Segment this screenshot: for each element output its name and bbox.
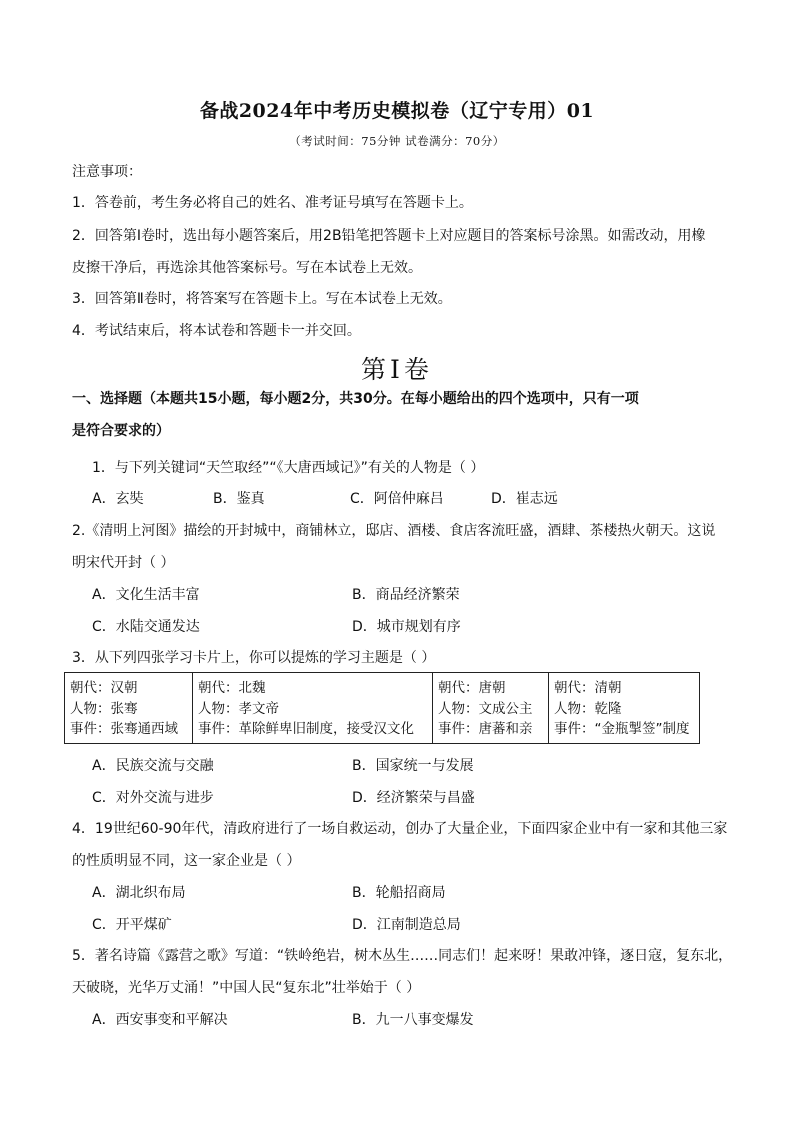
- learning-card: [65, 673, 193, 744]
- card-dynasty: 朝代：清朝: [554, 680, 622, 696]
- q1-option-a: A．玄奘: [92, 491, 144, 507]
- q1-option-c: C．阿倍仲麻吕: [350, 491, 444, 507]
- learning-card: [193, 673, 433, 744]
- q4-option-a: A．湖北织布局: [92, 885, 186, 901]
- card-event: 事件：革除鲜卑旧制度，接受汉文化: [198, 721, 414, 737]
- card-event: 事件：唐蕃和亲: [438, 721, 533, 737]
- section-instruction-cont: 是符合要求的）: [72, 423, 170, 439]
- notice-item-1: 1．答卷前，考生务必将自己的姓名、准考证号填写在答题卡上。: [72, 195, 473, 211]
- learning-cards-table: [64, 672, 700, 744]
- question-3-stem: 3．从下列四张学习卡片上，你可以提炼的学习主题是（ ）: [72, 650, 436, 666]
- section-instruction: 一、选择题（本题共15小题，每小题2分，共30分。在每小题给出的四个选项中，只有一项: [72, 391, 639, 407]
- q2-option-c: C．水陆交通发达: [92, 619, 200, 635]
- notice-item-4: 4．考试结束后，将本试卷和答题卡一并交回。: [72, 323, 361, 339]
- notice-item-2: 2．回答第Ⅰ卷时，选出每小题答案后，用2B铅笔把答题卡上对应题目的答案标号涂黑。如需改动，用橡: [72, 228, 706, 244]
- q1-option-d: D．崔志远: [491, 491, 558, 507]
- card-event: 事件：“金瓶掣签”制度: [554, 721, 690, 737]
- q3-option-d: D．经济繁荣与昌盛: [352, 790, 475, 806]
- q3-option-a: A．民族交流与交融: [92, 758, 214, 774]
- notice-heading: 注意事项：: [72, 164, 142, 180]
- notice-item-3: 3．回答第Ⅱ卷时，将答案写在答题卡上。写在本试卷上无效。: [72, 291, 452, 307]
- card-person: 人物：张骞: [70, 700, 138, 717]
- card-dynasty: 朝代：唐朝: [438, 680, 506, 696]
- q2-option-d: D．城市规划有序: [352, 619, 461, 635]
- exam-title: 备战2024年中考历史模拟卷（辽宁专用）01: [199, 100, 595, 122]
- q5-option-a: A．西安事变和平解决: [92, 1012, 228, 1028]
- question-4-stem: 4．19世纪60-90年代，清政府进行了一场自救运动，创办了大量企业，下面四家企业中有一家和其他三家: [72, 821, 728, 837]
- q3-option-c: C．对外交流与进步: [92, 790, 214, 806]
- card-person: 人物：乾隆: [554, 700, 622, 717]
- question-2-stem: 2.《清明上河图》描绘的开封城中，商铺林立，邸店、酒楼、食店客流旺盛，酒肆、茶楼热火朝天。这说: [72, 523, 716, 539]
- q2-option-b: B．商品经济繁荣: [352, 587, 460, 603]
- card-dynasty: 朝代：汉朝: [70, 680, 138, 696]
- question-5-stem: 5．著名诗篇《露营之歌》写道：“铁岭绝岩，树木丛生……同志们！起来呀！果敢冲锋，逐日寇，复东北，: [72, 948, 733, 964]
- q4-option-b: B．轮船招商局: [352, 885, 446, 901]
- q5-option-b: B．九一八事变爆发: [352, 1012, 474, 1028]
- card-person: 人物：孝文帝: [198, 700, 279, 717]
- q4-option-d: D．江南制造总局: [352, 917, 461, 933]
- section-title: 第Ⅰ卷: [361, 355, 433, 384]
- q4-option-c: C．开平煤矿: [92, 917, 172, 933]
- question-4-stem-cont: 的性质明显不同，这一家企业是（ ）: [72, 853, 301, 869]
- question-1-stem: 1．与下列关键词“天竺取经”“《大唐西域记》”有关的人物是（ ）: [92, 460, 485, 476]
- card-person: 人物：文成公主: [438, 700, 533, 717]
- question-2-stem-cont: 明宋代开封（ ）: [72, 555, 175, 571]
- q3-option-b: B．国家统一与发展: [352, 758, 474, 774]
- exam-subtitle: （考试时间：75分钟 试卷满分：70分）: [289, 134, 505, 148]
- q1-option-b: B．鉴真: [213, 491, 265, 507]
- q2-option-a: A．文化生活丰富: [92, 587, 200, 603]
- notice-item-2-cont: 皮擦干净后，再选涂其他答案标号。写在本试卷上无效。: [72, 260, 422, 276]
- learning-card: [433, 673, 549, 744]
- card-dynasty: 朝代：北魏: [198, 680, 266, 696]
- card-event: 事件：张骞通西域: [70, 721, 178, 737]
- learning-card: [549, 673, 700, 744]
- question-5-stem-cont: 天破晓，光华万丈涌！”中国人民“复东北”壮举始于（ ）: [72, 980, 421, 996]
